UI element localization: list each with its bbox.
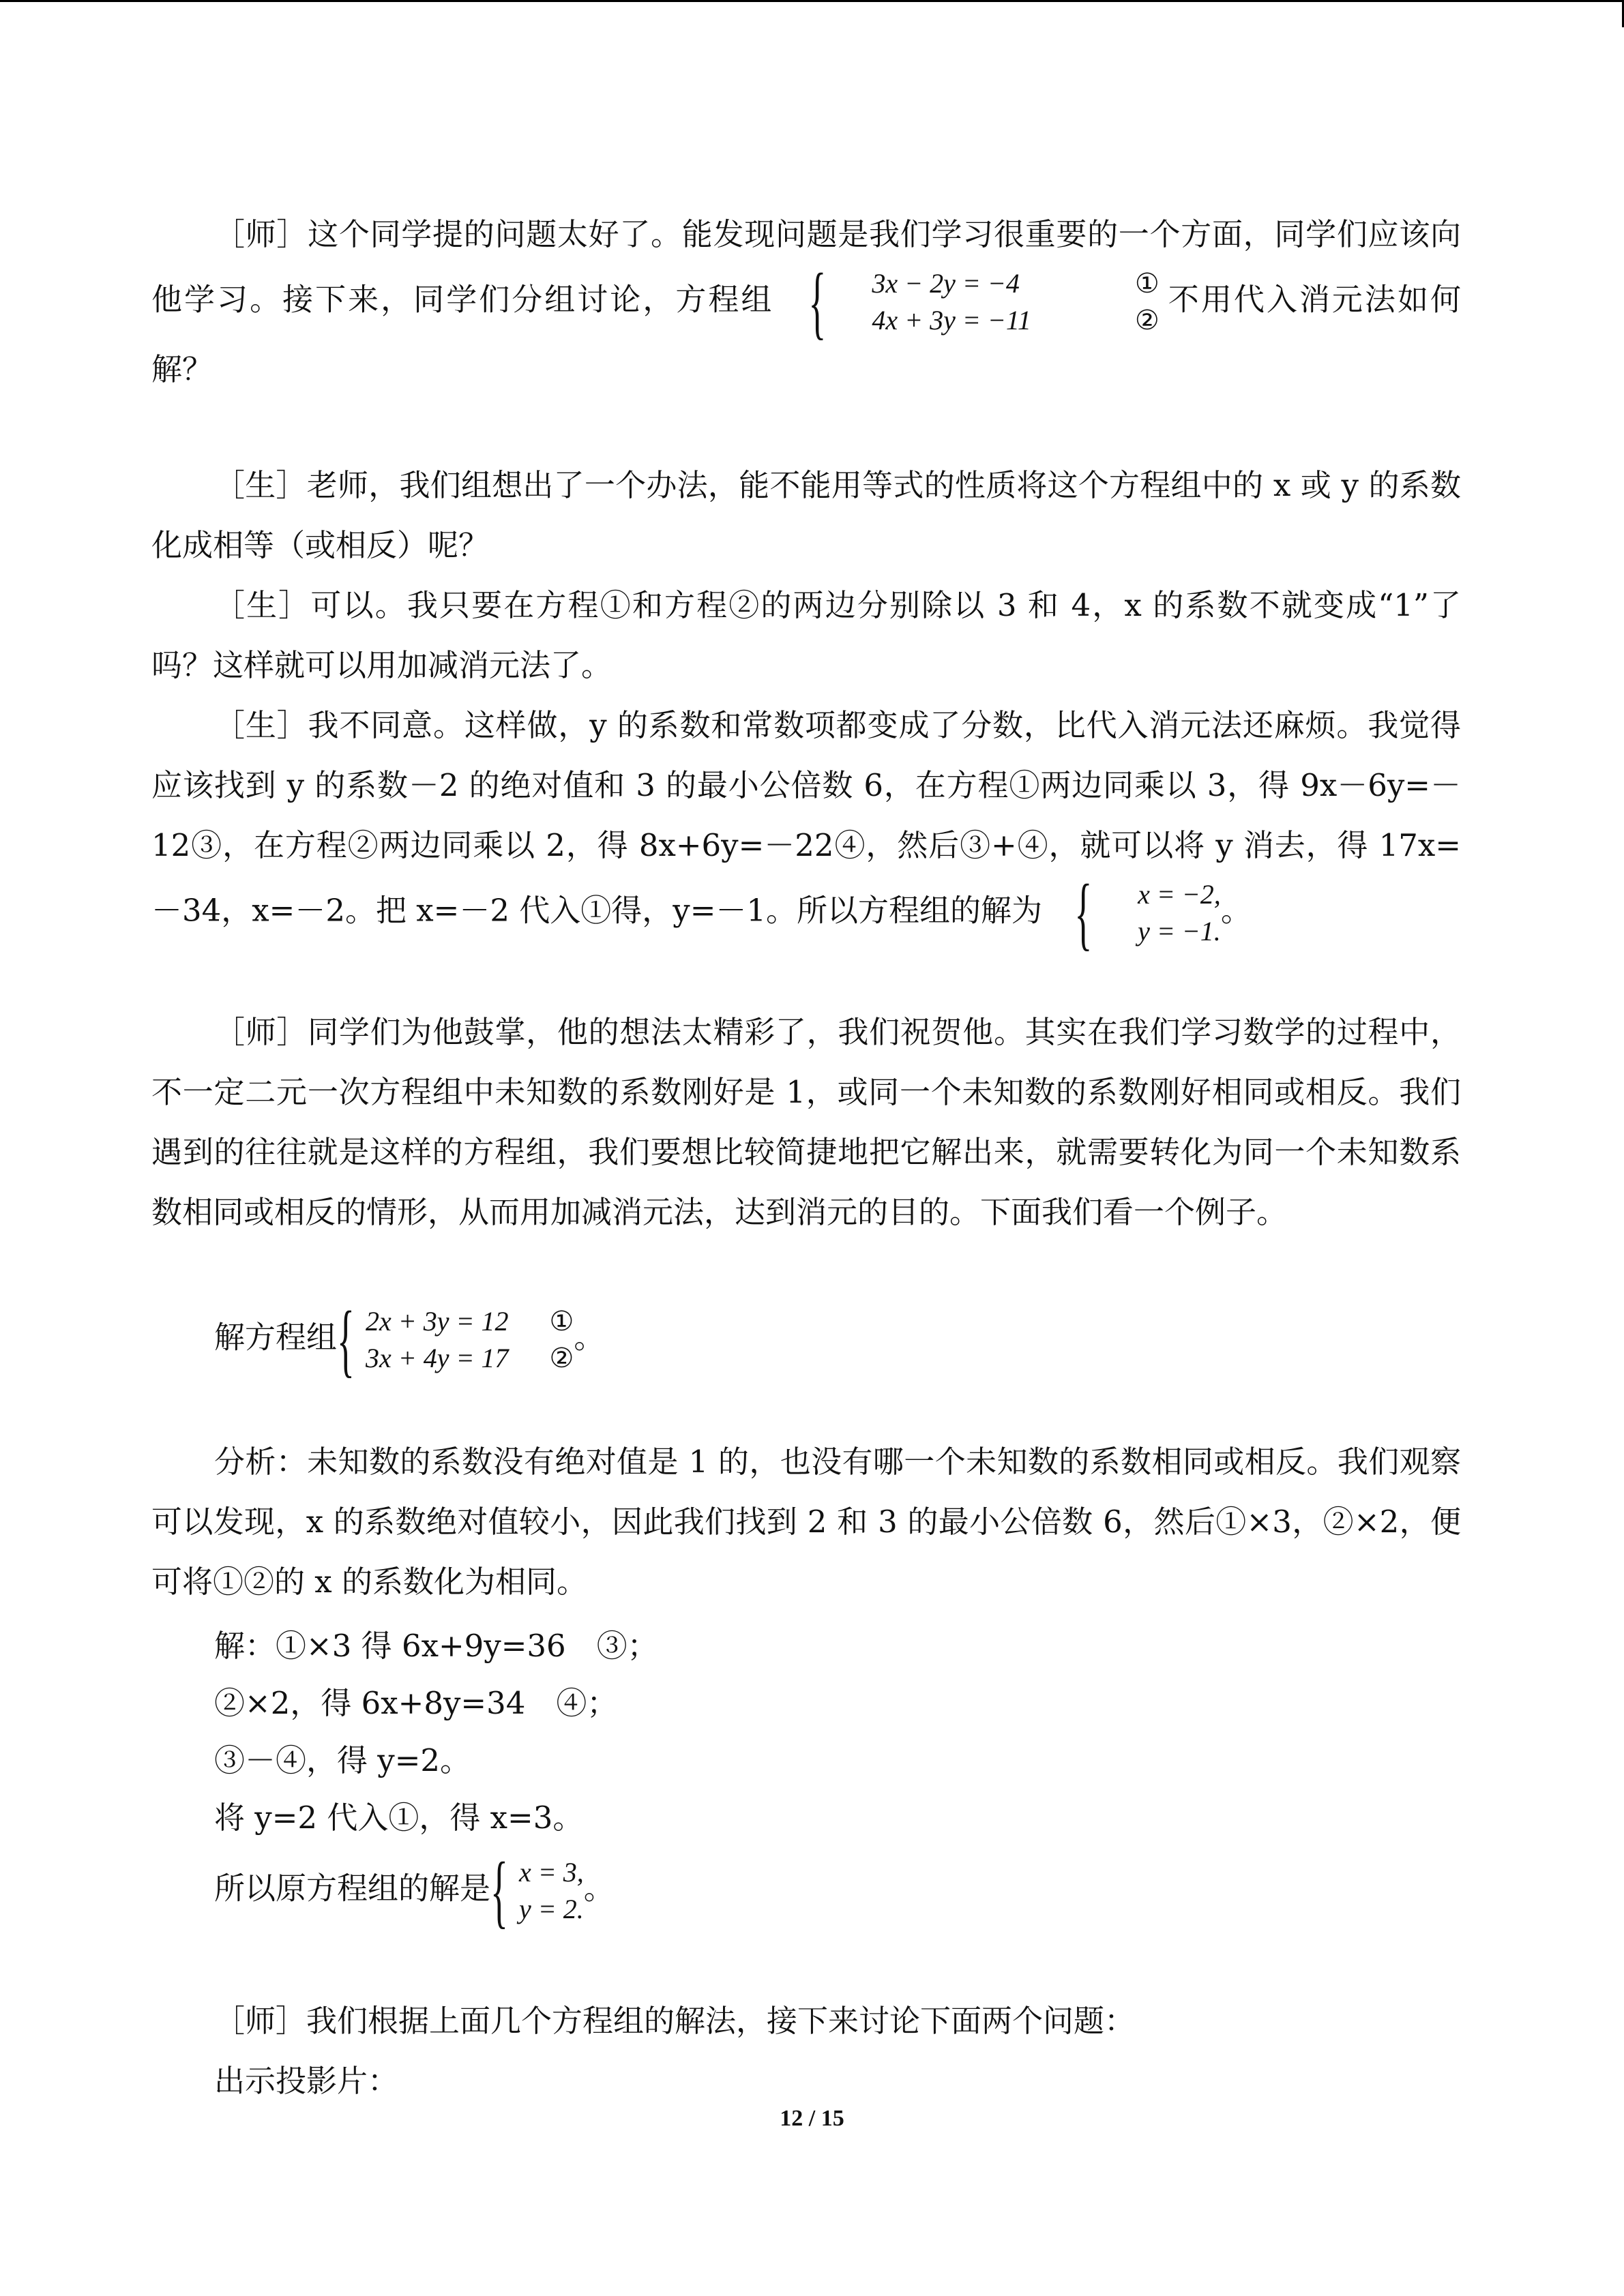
paragraph-teacher-1	[151, 205, 1461, 400]
paragraph-projector: 出示投影片：	[214, 2063, 399, 2099]
step-4: 将 y=2 代入①，得 x=3。	[214, 1800, 584, 1836]
example-end: 。	[574, 1319, 605, 1356]
paragraph-student-2: ［生］可以。我只要在方程①和方程②的两边分别除以 3 和 4，x 的系数不就变成“1”了吗？这样就可以用加减消元法了。	[151, 587, 1461, 683]
paragraph-text: 不用代入消元法如何解？	[151, 281, 1461, 387]
equation-row: 3x − 2y = −4	[872, 268, 1020, 299]
paragraph-student-1: ［生］老师，我们组想出了一个办法，能不能用等式的性质将这个方程组中的 x 或 y 的系数化成相等（或相反）呢？	[151, 467, 1461, 563]
equation-row: x = −2,	[1138, 879, 1221, 910]
step-3: ③－④，得 y=2。	[214, 1742, 471, 1778]
example-line	[214, 1294, 605, 1385]
solution-system-1: { x = −2, y = −1.	[1074, 867, 1221, 958]
equation-row: 3x + 4y = 17	[366, 1343, 509, 1373]
example-label: 解方程组	[214, 1319, 338, 1356]
paragraph-teacher-2: ［师］同学们为他鼓掌，他的想法太精彩了，我们祝贺他。其实在我们学习数学的过程中，不一定二元一次方程组中未知数的系数刚好是 1，或同一个未知数的系数刚好相同或相反。我们遇到的往往就是这样的方程组，我们要想比较简捷地把它解出来，就需要转化为同一个未知数系数相同或相反的情形，从而用加减消元法，达到消元的目的。下面我们看一个例子。	[151, 1014, 1461, 1230]
result-end: 。	[583, 1870, 615, 1907]
solution-system-2: { x = 3, y = 2.	[490, 1845, 584, 1936]
equation-row: y = −1.	[1138, 916, 1221, 946]
result-label: 所以原方程组的解是	[214, 1870, 491, 1907]
equation-system-2: { 2x + 3y = 12 3x + 4y = 17 ① ②	[337, 1294, 574, 1385]
step-1: 解：①×3 得 6x+9y=36 ③；	[214, 1628, 658, 1664]
equation-tag: ①	[549, 1306, 574, 1337]
equation-tag: ②	[549, 1343, 574, 1373]
paragraph-teacher-3: ［师］我们根据上面几个方程组的解法，接下来讨论下面两个问题：	[214, 2003, 1136, 2039]
equation-tag: ①	[1134, 268, 1160, 299]
equation-tag: ②	[1134, 305, 1160, 336]
page-number: 12 / 15	[780, 2106, 844, 2131]
paragraph-analysis: 分析：未知数的系数没有绝对值是 1 的，也没有哪一个未知数的系数相同或相反。我们观察可以发现，x 的系数绝对值较小，因此我们找到 2 和 3 的最小公倍数 6，然后①×3，②×2，便可将①②的 x 的系数化为相同。	[151, 1444, 1461, 1600]
equation-system-1: { 3x − 2y = −4 4x + 3y = −11 ① ②	[808, 256, 1160, 347]
equation-row: 2x + 3y = 12	[366, 1306, 509, 1337]
step-2: ②×2，得 6x+8y=34 ④；	[214, 1685, 618, 1721]
equation-row: 4x + 3y = −11	[872, 305, 1031, 336]
equation-row: x = 3,	[519, 1857, 584, 1888]
equation-row: y = 2.	[519, 1894, 584, 1924]
paragraph-student-3	[151, 696, 1461, 958]
paragraph-text: ［生］我不同意。这样做，y 的系数和常数项都变成了分数，比代入消元法还麻烦。我觉得应该找到 y 的系数－2 的绝对值和 3 的最小公倍数 6，在方程①两边同乘以 3，得 9x－6y=－12③，在方程②两边同乘以 2，得 8x+6y=－22④，然后③+④，就可以将 y 消去，得 17x=－34，x=－2。把 x=－2 代入①得，y=－1。所以方程组的解为	[151, 707, 1461, 929]
result-line	[214, 1845, 615, 1936]
paragraph-text: ［师］这个同学提的问题太好了。能发现问题是我们学习很重要的一个方面，同学们应该向他学习。接下来，同学们分组讨论，方程组	[151, 216, 1461, 318]
paragraph-text: 。	[1220, 892, 1252, 929]
